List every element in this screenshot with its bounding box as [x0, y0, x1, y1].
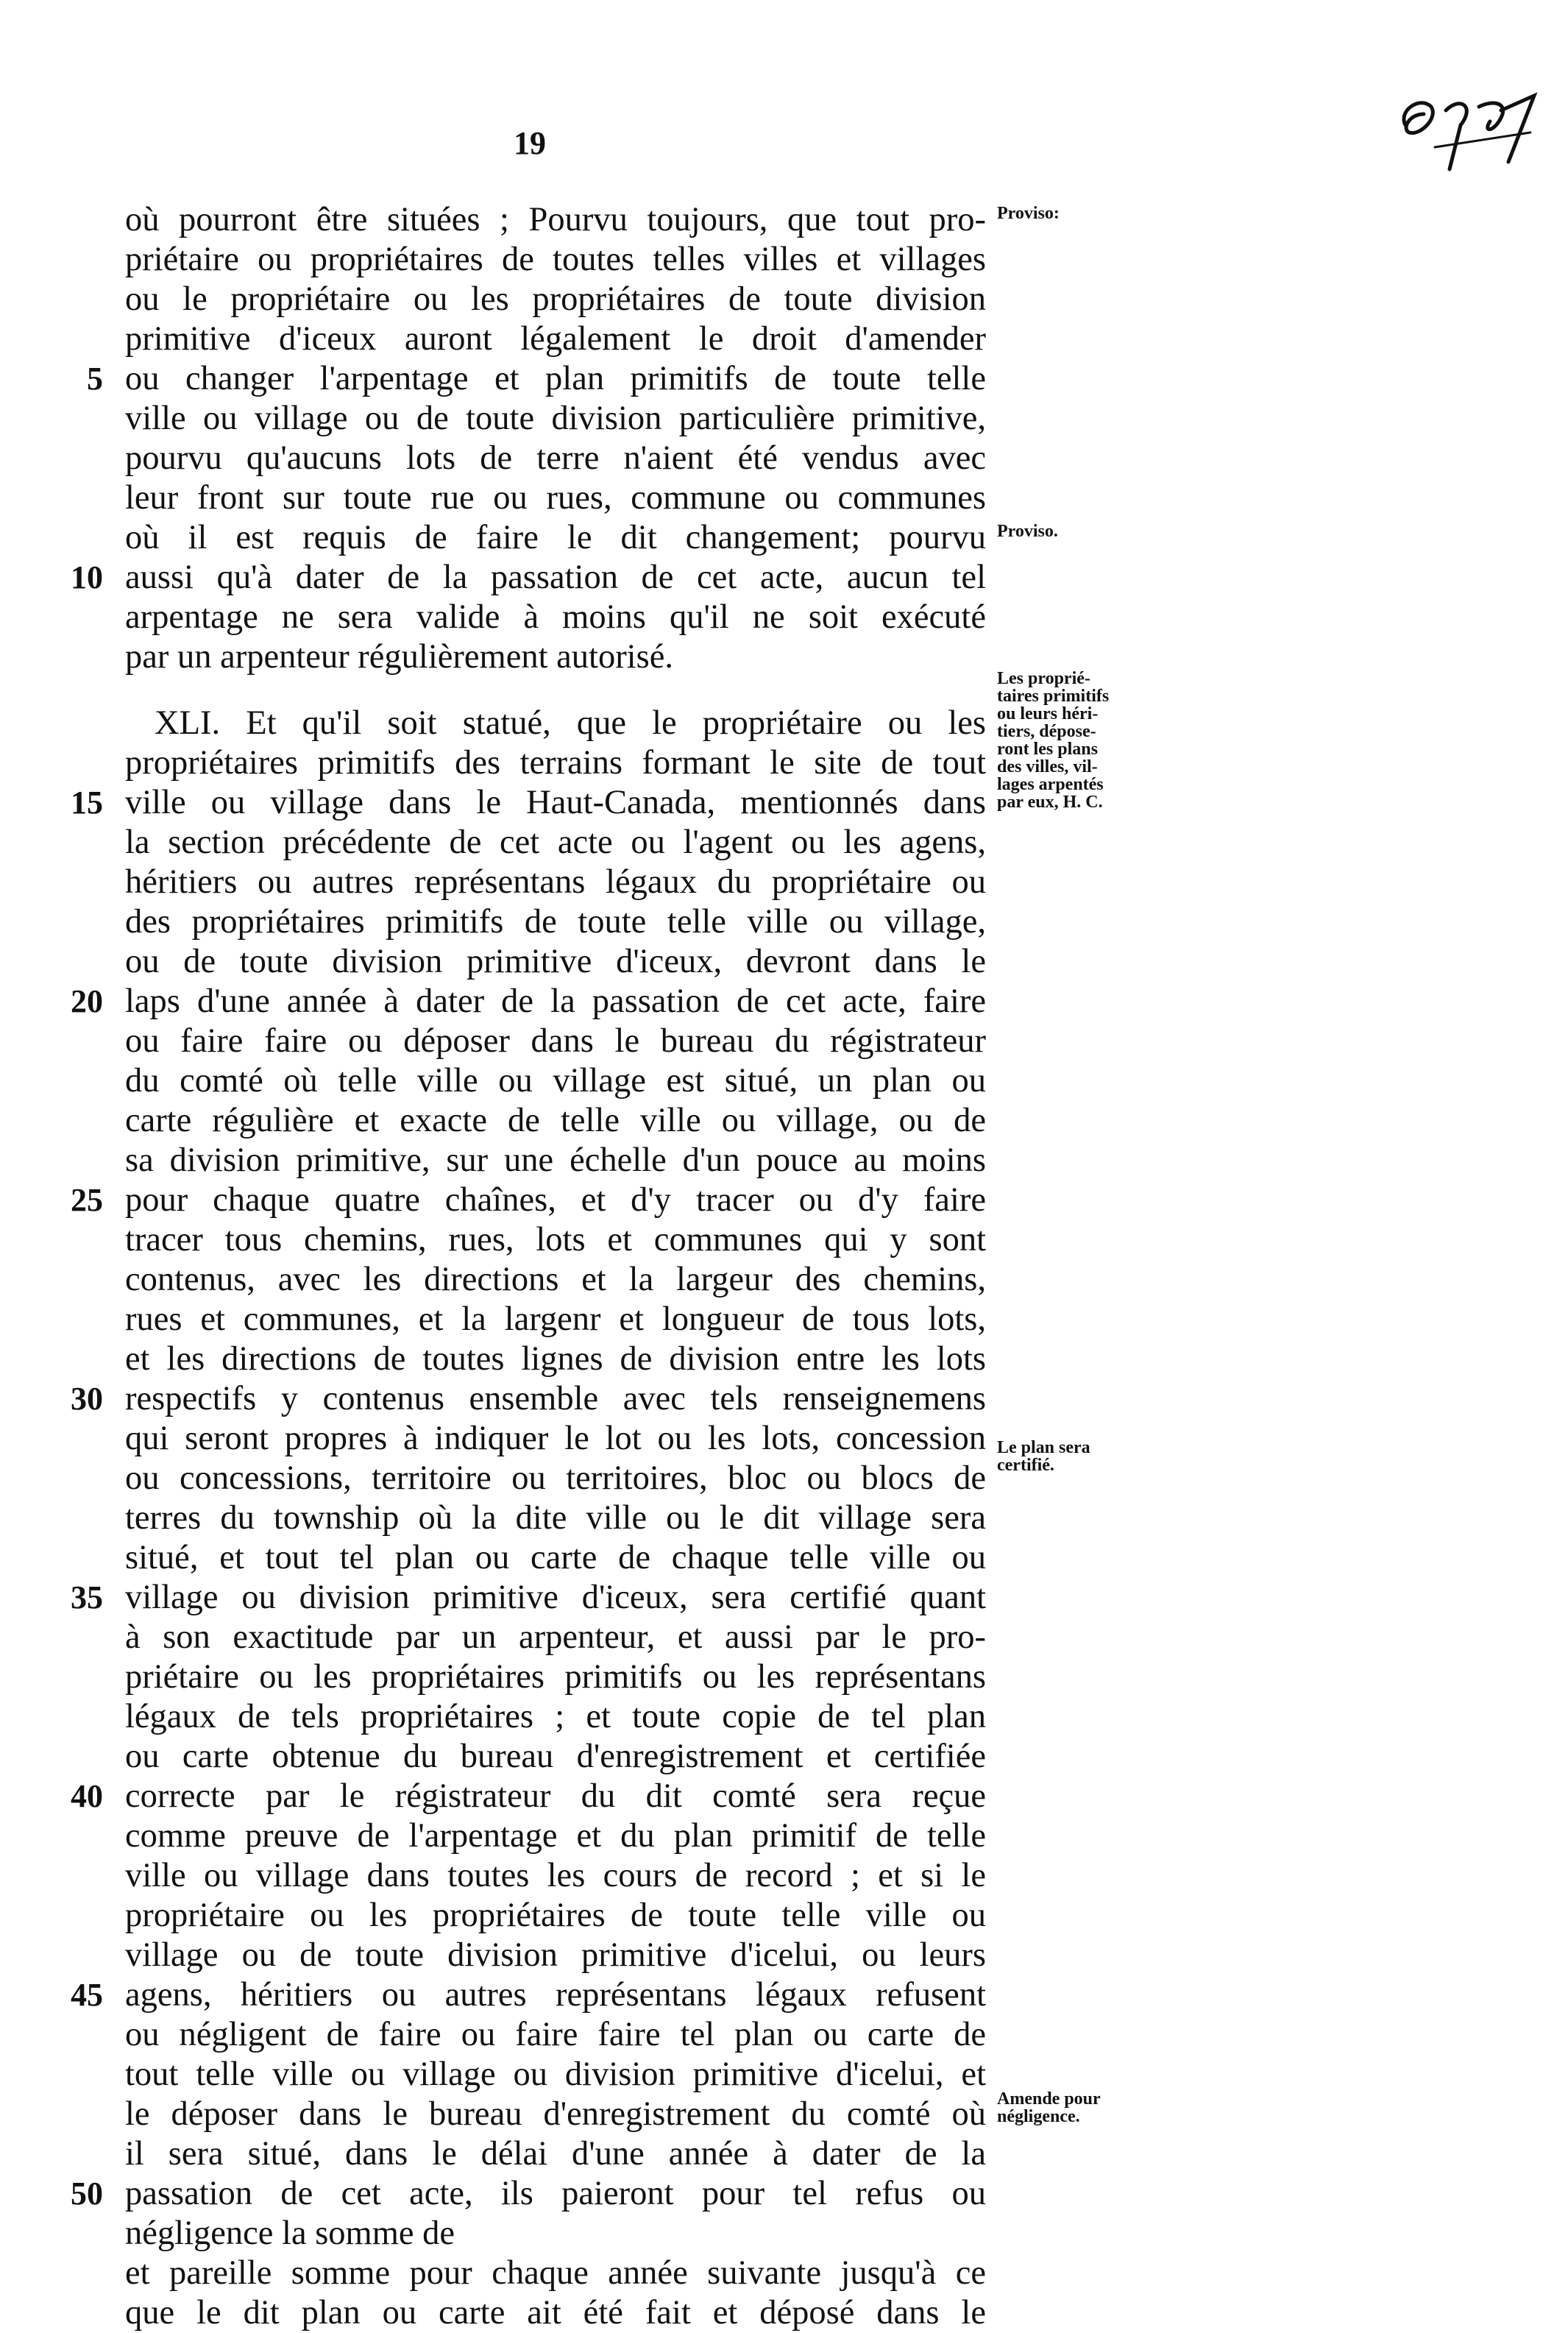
- side-note: [997, 523, 1148, 540]
- text-line: ou carte obtenue du bureau d'enregistrement et certifiée: [125, 1738, 986, 1775]
- text-line: la section précédente de cet acte ou l'agent ou les agens,: [125, 824, 986, 861]
- line-number: 45: [71, 1977, 103, 2013]
- line-number: 35: [71, 1579, 103, 1615]
- text-line: agens, héritiers ou autres représentans légaux refusent: [125, 1976, 986, 2014]
- text-line: ou le propriétaire ou les propriétaires de toute division: [125, 280, 986, 318]
- text-line: du comté où telle ville ou village est situé, un plan ou: [125, 1062, 986, 1100]
- side-note-line: Le plan sera: [997, 1438, 1090, 1457]
- side-note: [997, 670, 1148, 811]
- side-note: [997, 1439, 1148, 1474]
- text-line: priétaire ou les propriétaires primitifs ou les représentans: [125, 1658, 986, 1696]
- text-line: pour chaque quatre chaînes, et d'y tracer ou d'y faire: [125, 1181, 986, 1219]
- text-line: ou de toute division primitive d'iceux, devront dans le: [125, 943, 986, 980]
- text-line: contenus, avec les directions et la largeur des chemins,: [125, 1261, 986, 1298]
- text-line: ville ou village ou de toute division particulière primitive,: [125, 400, 986, 437]
- text-line: légaux de tels propriétaires ; et toute copie de tel plan: [125, 1698, 986, 1735]
- line-number: 10: [71, 559, 103, 595]
- text-line: XLI. Et qu'il soit statué, que le propriétaire ou les: [155, 704, 986, 742]
- text-line: propriétaires primitifs des terrains formant le site de tout: [125, 744, 986, 782]
- text-line: arpentage ne sera valide à moins qu'il ne soit exécuté: [125, 598, 986, 636]
- text-line: négligence la somme de: [125, 2215, 455, 2252]
- text-line: par un arpenteur régulièrement autorisé.: [125, 638, 673, 676]
- text-line: rues et communes, et la largenr et longueur de tous lots,: [125, 1300, 986, 1338]
- text-line: terres du township où la dite ville ou le dit village sera: [125, 1499, 986, 1537]
- line-number: 25: [71, 1182, 103, 1218]
- text-line: respectifs y contenus ensemble avec tels renseignemens: [125, 1380, 986, 1417]
- text-line: village ou de toute division primitive d'icelui, ou leurs: [125, 1936, 986, 1974]
- text-line: tracer tous chemins, rues, lots et communes qui y sont: [125, 1221, 986, 1258]
- line-number: 40: [71, 1778, 103, 1814]
- side-note-line: Les proprié-: [997, 669, 1090, 688]
- text-line: ou négligent de faire ou faire faire tel plan ou carte de: [125, 2016, 986, 2053]
- text-line: pourvu qu'aucuns lots de terre n'aient été vendus avec: [125, 439, 986, 477]
- text-line: primitive d'iceux auront légalement le droit d'amender: [125, 320, 986, 358]
- side-note-line: des villes, vil-: [997, 757, 1098, 776]
- line-number: 50: [71, 2176, 103, 2212]
- line-number: 30: [71, 1381, 103, 1417]
- text-line: le déposer dans le bureau d'enregistrement du comté où: [125, 2095, 986, 2133]
- text-line: passation de cet acte, ils paieront pour tel refus ou: [125, 2175, 986, 2212]
- text-line: laps d'une année à dater de la passation de cet acte, faire: [125, 983, 986, 1020]
- text-line: héritiers ou autres représentans légaux du propriétaire ou: [125, 863, 986, 901]
- text-line: comme preuve de l'arpentage et du plan primitif de telle: [125, 1817, 986, 1855]
- line-number: 15: [71, 785, 103, 821]
- text-line: carte régulière et exacte de telle ville ou village, ou de: [125, 1102, 986, 1139]
- side-note-line: négligence.: [997, 2107, 1080, 2126]
- text-line: qui seront propres à indiquer le lot ou les lots, concession: [125, 1420, 986, 1457]
- text-line: priétaire ou propriétaires de toutes telles villes et villages: [125, 241, 986, 278]
- side-note-line: tiers, dépose-: [997, 722, 1096, 741]
- text-line: village ou division primitive d'iceux, sera certifié quant: [125, 1579, 986, 1616]
- line-number: 5: [87, 361, 103, 397]
- text-line: à son exactitude par un arpenteur, et aussi par le pro-: [125, 1618, 986, 1656]
- text-line: des propriétaires primitifs de toute telle ville ou village,: [125, 903, 986, 941]
- text-line: correcte par le régistrateur du dit comté sera reçue: [125, 1777, 986, 1815]
- side-note-line: lages arpentés: [997, 775, 1104, 794]
- text-line: et pareille somme pour chaque année suivante jusqu'à ce: [125, 2254, 986, 2292]
- side-note-line: Proviso.: [997, 522, 1058, 541]
- text-line: ou concessions, territoire ou territoires, bloc ou blocs de: [125, 1459, 986, 1497]
- line-number: 20: [71, 983, 103, 1019]
- side-note: [997, 205, 1148, 222]
- text-line: il sera situé, dans le délai d'une année à dater de la: [125, 2135, 986, 2173]
- side-note: [997, 2090, 1148, 2125]
- text-line: ou changer l'arpentage et plan primitifs de toute telle: [125, 360, 986, 397]
- text-line: où il est requis de faire le dit changement; pourvu: [125, 519, 986, 556]
- side-note-line: taires primitifs: [997, 687, 1110, 706]
- text-line: situé, et tout tel plan ou carte de chaque telle ville ou: [125, 1539, 986, 1576]
- text-line: que le dit plan ou carte ait été fait et déposé dans le: [125, 2294, 986, 2332]
- text-line: et les directions de toutes lignes de division entre les lots: [125, 1340, 986, 1378]
- side-note-line: certifié.: [997, 1456, 1054, 1475]
- text-line: ville ou village dans le Haut-Canada, mentionnés dans: [125, 784, 986, 821]
- side-note-line: Proviso:: [997, 204, 1060, 223]
- side-note-line: Amende pour: [997, 2089, 1101, 2109]
- text-line: ou faire faire ou déposer dans le bureau du régistrateur: [125, 1022, 986, 1060]
- side-note-line: ou leurs héri-: [997, 704, 1099, 723]
- text-line: où pourront être situées ; Pourvu toujours, que tout pro-: [125, 201, 986, 238]
- page-number: 19: [514, 125, 546, 161]
- side-note-line: ront les plans: [997, 740, 1098, 759]
- text-line: sa division primitive, sur une échelle d'un pouce au moins: [125, 1141, 986, 1179]
- text-line: aussi qu'à dater de la passation de cet acte, aucun tel: [125, 559, 986, 596]
- text-line: propriétaire ou les propriétaires de toute telle ville ou: [125, 1897, 986, 1934]
- side-note-line: par eux, H. C.: [997, 793, 1103, 812]
- text-line: tout telle ville ou village ou division primitive d'icelui, et: [125, 2056, 986, 2093]
- text-line: ville ou village dans toutes les cours de record ; et si le: [125, 1857, 986, 1894]
- text-line: leur front sur toute rue ou rues, commune ou communes: [125, 479, 986, 517]
- handwritten-folio-mark: [1391, 81, 1545, 177]
